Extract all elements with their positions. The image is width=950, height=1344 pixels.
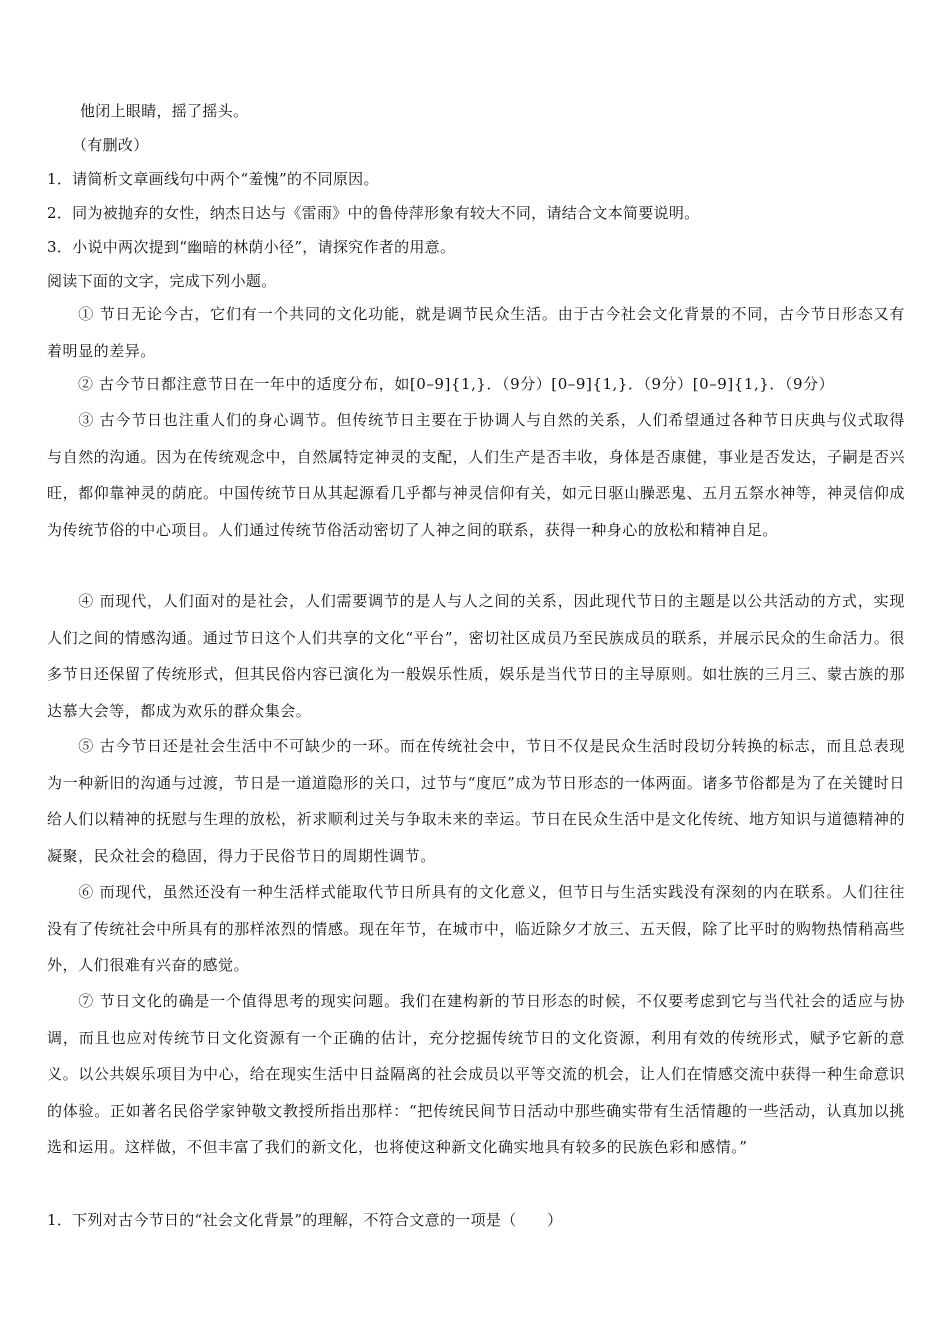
passage-paragraph-1: ① 节日无论今古，它们有一个共同的文化功能，就是调节民众生活。由于古今社会文化背景的不同，古今节日形态又有着明显的差异。 xyxy=(47,305,905,360)
passage-paragraph-4: ④ 而现代，人们面对的是社会，人们需要调节的是人与人之间的关系，因此现代节日的主题是以公共活动的方式，实现人们之间的情感沟通。通过节日这个人们共享的文化“平台”，密切社区成员乃至民族成员的联系，并展示民众的生命活力。很多节日还保留了传统形式，但其民俗内容已演化为一般娱乐性质，娱乐是当代节日的主导原则。如壮族的三月三、蒙古族的那达慕大会等，都成为欢乐的群众集会。 xyxy=(47,592,905,720)
passage-paragraph-3: ③ 古今节日也注重人们的身心调节。但传统节日主要在于协调人与自然的关系，人们希望通过各种节日庆典与仪式取得与自然的沟通。因为在传统观念中，自然属特定神灵的支配，人们生产是否丰收，身体是否康健，事业是否发达，子嗣是否兴旺，都仰靠神灵的荫庇。中国传统节日从其起源看几乎都与神灵信仰有关，如元日驱山臊恶鬼、五月五祭水神等，神灵信仰成为传统节俗的中心项目。人们通过传统节俗活动密切了人神之间的联系，获得一种身心的放松和精神自足。 xyxy=(47,411,905,539)
passage-question-1: 1．下列对古今节日的“社会文化背景”的理解，不符合文意的一项是（ ） xyxy=(47,1211,563,1229)
edit-note: （有删改） xyxy=(72,136,149,154)
passage-paragraph-7: ⑦ 节日文化的确是一个值得思考的现实问题。我们在建构新的节日形态的时候，不仅要考虑到它与当代社会的适应与协调，而且也应对传统节日文化资源有一个正确的估计，充分挖掘传统节日的文化资源，利用有效的传统形式，赋予它新的意义。以公共娱乐项目为中心，给在现实生活中日益隔离的社会成员以平等交流的机会，让人们在情感交流中获得一种生命意识的体验。正如著名民俗学家钟敬文教授所指出那样：“把传统民间节日活动中那些确实带有生活情趣的一些活动，认真加以挑选和运用。这样做，不但丰富了我们的新文化，也将使这种新文化确实地具有较多的民族色彩和感情。” xyxy=(47,992,905,1156)
story-question-2: 2．同为被抛弃的女性，纳杰日达与《雷雨》中的鲁侍萍形象有较大不同，请结合文本简要说明。 xyxy=(47,204,700,222)
passage-paragraph-6: ⑥ 而现代，虽然还没有一种生活样式能取代节日所具有的文化意义，但节日与生活实践没有深刻的内在联系。人们往往没有了传统社会中所具有的那样浓烈的情感。现在年节，在城市中，临近除夕才放三、五天假，除了比平时的购物热情稍高些外，人们很难有兴奋的感觉。 xyxy=(47,883,905,974)
story-closing-line: 他闭上眼睛，摇了摇头。 xyxy=(80,102,249,120)
story-question-1: 1．请简析文章画线句中两个“羞愧”的不同原因。 xyxy=(47,170,379,188)
story-question-3: 3．小说中两次提到“幽暗的林荫小径”，请探究作者的用意。 xyxy=(47,238,456,256)
reading-instruction: 阅读下面的文字，完成下列小题。 xyxy=(47,272,277,290)
passage-paragraph-2: ② 古今节日都注意节日在一年中的适度分布，如[0–9]{1,}．（9分）[0–9]{1,}．（9分）[0–9]{1,}．（9分） xyxy=(78,375,835,393)
passage-paragraph-5: ⑤ 古今节日还是社会生活中不可缺少的一环。而在传统社会中，节日不仅是民众生活时段切分转换的标志，而且总表现为一种新旧的沟通与过渡，节日是一道道隐形的关口，过节与“度厄”成为节日形态的一体两面。诸多节俗都是为了在关键时日给人们以精神的抚慰与生理的放松，祈求顺利过关与争取未来的幸运。节日在民众生活中是文化传统、地方知识与道德精神的凝聚，民众社会的稳固，得力于民俗节日的周期性调节。 xyxy=(47,737,905,865)
